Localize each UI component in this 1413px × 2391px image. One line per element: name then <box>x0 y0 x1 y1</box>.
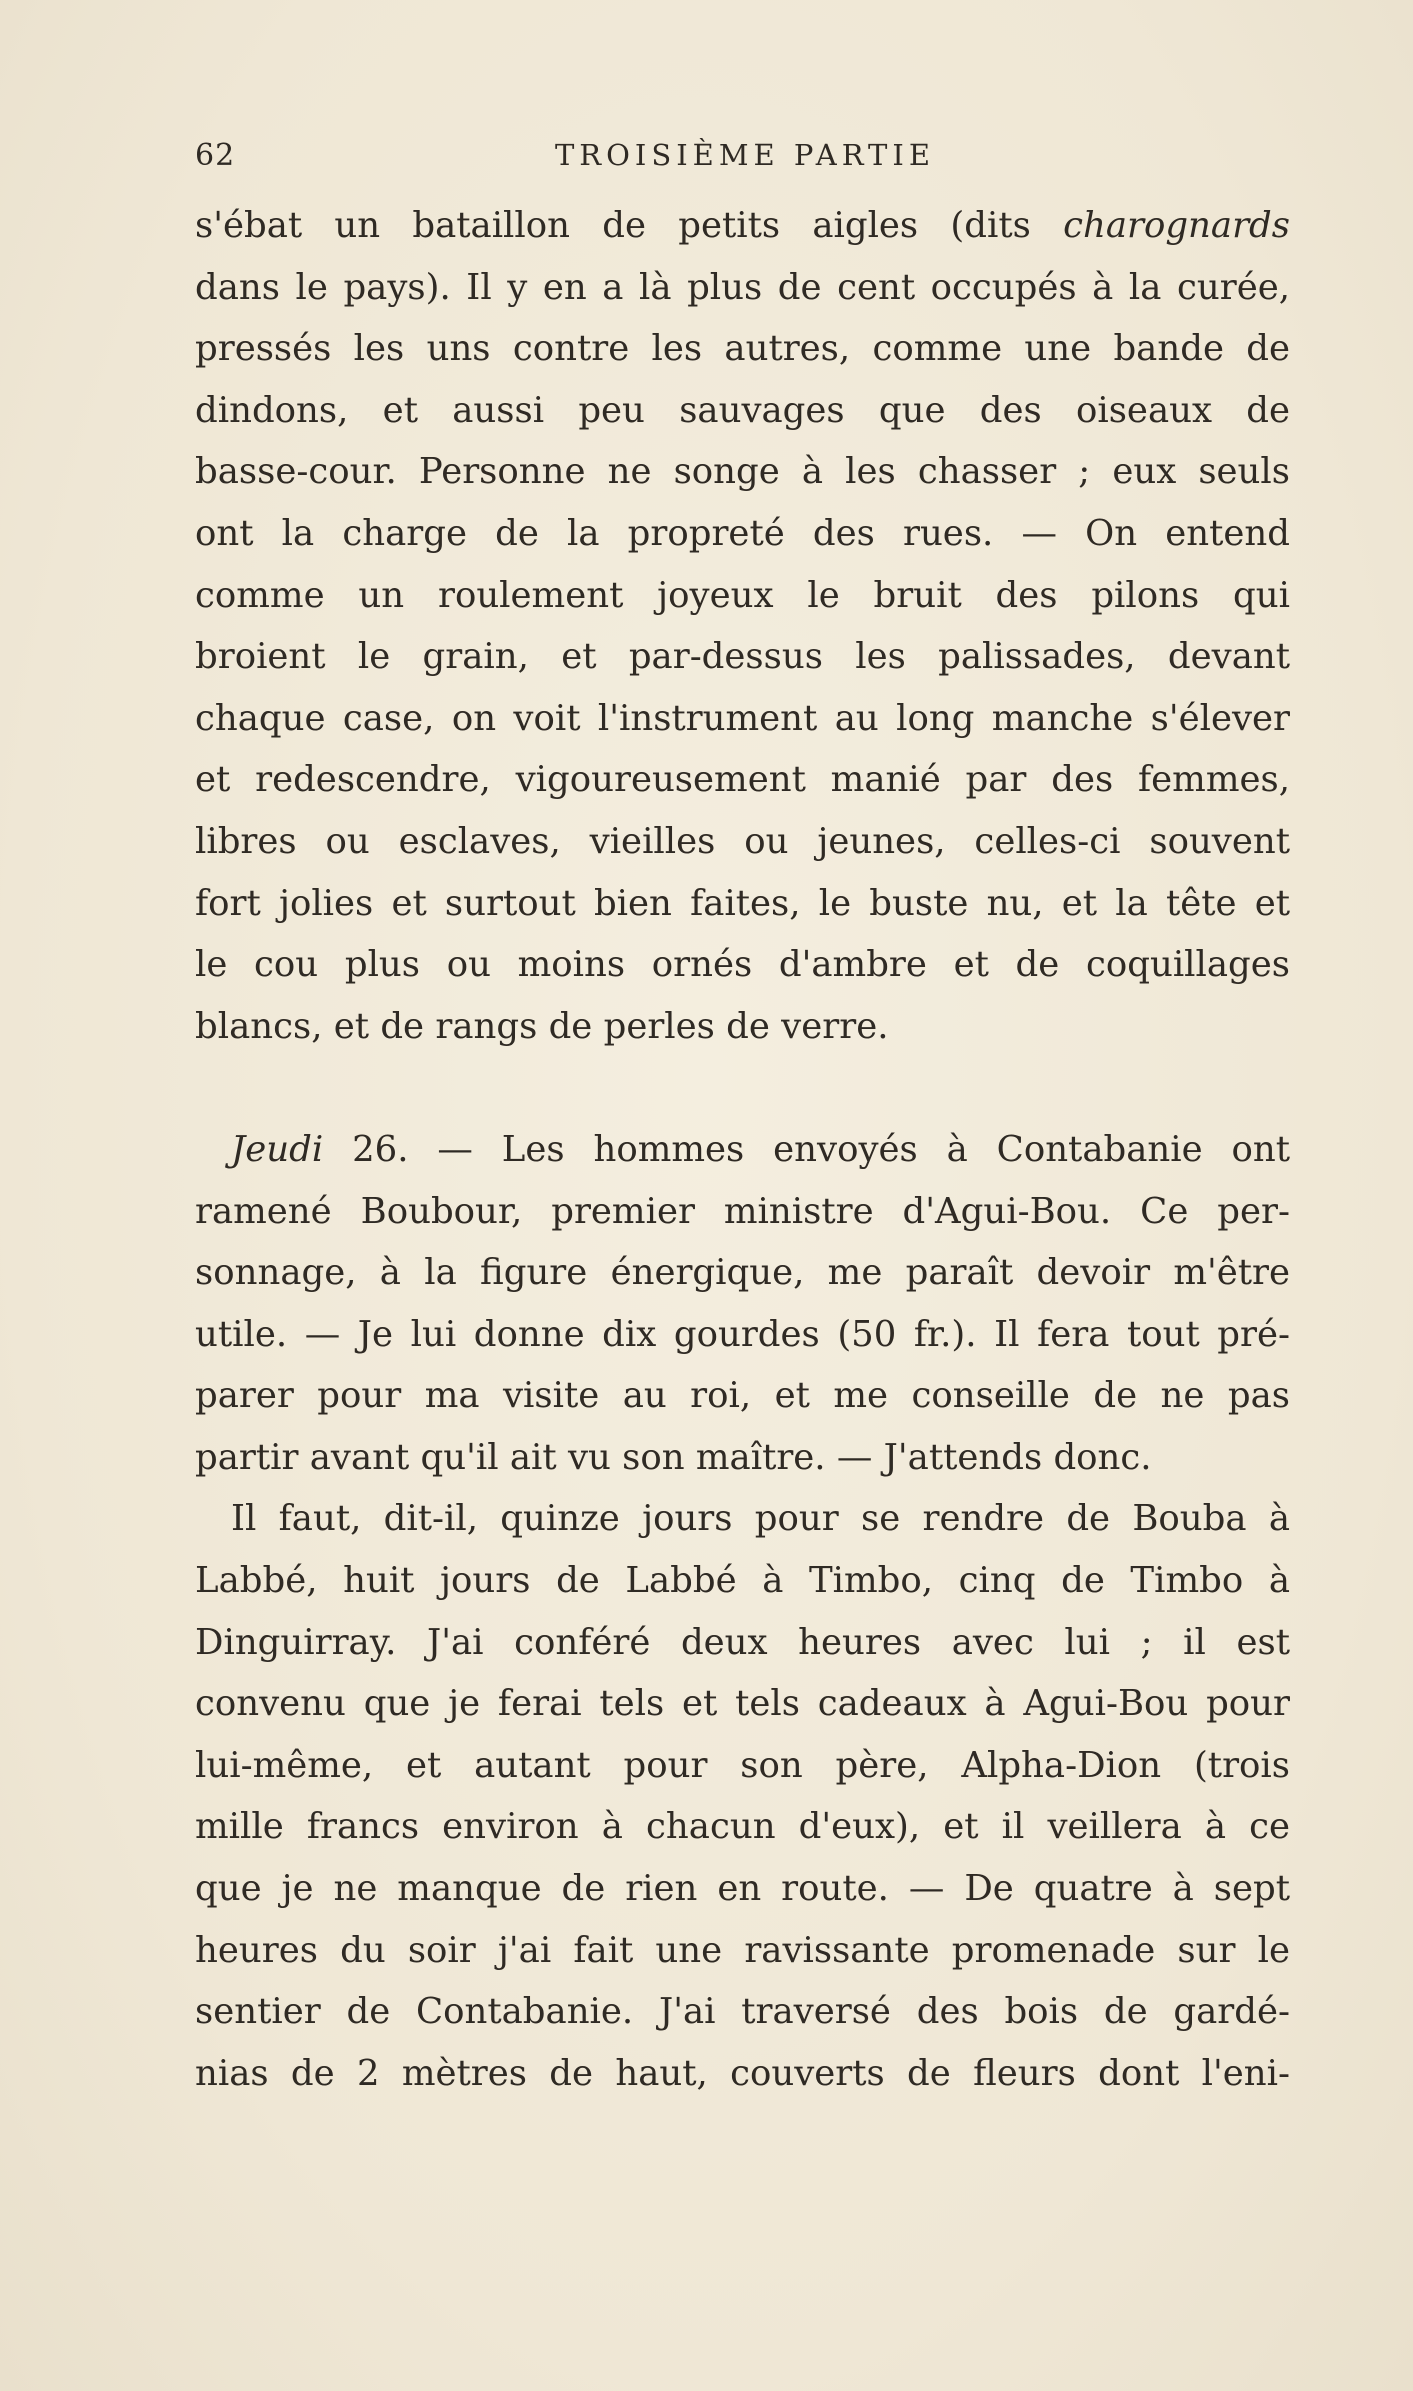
text-line: Il faut, dit-il, quinze jours pour se rendre de Bouba à <box>231 1498 1290 1540</box>
text-line: basse-cour. Personne ne songe à les chasser ; eux seuls <box>195 451 1290 493</box>
text-line: comme un roulement joyeux le bruit des pilons qui <box>195 574 1290 616</box>
text-line: convenu que je ferai tels et tels cadeaux à Agui-Bou pour <box>195 1683 1290 1725</box>
italic-term: charognards <box>1063 205 1290 246</box>
text-line: sentier de Contabanie. J'ai traversé des bois de gardé- <box>195 1991 1290 2033</box>
text-line: que je ne manque de rien en route. — De quatre à sept <box>195 1868 1290 1910</box>
text-line: libres ou esclaves, vieilles ou jeunes, celles-ci souvent <box>195 820 1290 862</box>
text-line: fort jolies et surtout bien faites, le buste nu, et la tête et <box>195 882 1290 924</box>
text-line: sonnage, à la figure énergique, me paraît devoir m'être <box>195 1252 1290 1294</box>
text-line: dans le pays). Il y en a là plus de cent occupés à la curée, <box>195 266 1290 308</box>
text-line: partir avant qu'il ait vu son maître. — J'attends donc. <box>195 1436 1152 1478</box>
text-span: s'ébat un bataillon de petits aigles (dits <box>195 205 1064 246</box>
text-line: broient le grain, et par-dessus les palissades, devant <box>195 636 1290 678</box>
date-label: Jeudi <box>231 1128 324 1170</box>
text-span: 26. — Les hommes envoyés à Contabanie ont <box>323 1128 1290 1170</box>
text-line: parer pour ma visite au roi, et me conseille de ne pas <box>195 1375 1290 1417</box>
text-line: mille francs environ à chacun d'eux), et il veillera à ce <box>195 1806 1290 1848</box>
paragraph-gap <box>195 1057 1290 1119</box>
text-line: chaque case, on voit l'instrument au long manche s'élever <box>195 697 1290 739</box>
text-line: ramené Boubour, premier ministre d'Agui-Bou. Ce per- <box>195 1190 1290 1232</box>
text-line: heures du soir j'ai fait une ravissante promenade sur le <box>195 1929 1290 1971</box>
text-line: Labbé, huit jours de Labbé à Timbo, cinq de Timbo à <box>195 1560 1290 1602</box>
text-line <box>195 195 1290 257</box>
text-line: dindons, et aussi peu sauvages que des oiseaux de <box>195 389 1290 431</box>
text-line <box>195 1119 1290 1181</box>
text-line: lui-même, et autant pour son père, Alpha-Dion (trois <box>195 1744 1290 1786</box>
body-text <box>195 195 1290 2104</box>
text-line: nias de 2 mètres de haut, couverts de fleurs dont l'eni- <box>195 2052 1290 2094</box>
running-title: TROISIÈME PARTIE <box>554 138 936 172</box>
text-line: pressés les uns contre les autres, comme une bande de <box>195 328 1290 370</box>
text-line: et redescendre, vigoureusement manié par des femmes, <box>195 759 1290 801</box>
text-line: Dinguirray. J'ai conféré deux heures avec lui ; il est <box>195 1621 1290 1663</box>
text-line: blancs, et de rangs de perles de verre. <box>195 1005 889 1047</box>
text-line: ont la charge de la propreté des rues. — On entend <box>195 512 1290 554</box>
page-number: 62 <box>195 138 236 173</box>
text-line: utile. — Je lui donne dix gourdes (50 fr.). Il fera tout pré- <box>195 1313 1290 1355</box>
running-head <box>195 138 1295 178</box>
text-line: le cou plus ou moins ornés d'ambre et de coquillages <box>195 944 1290 986</box>
